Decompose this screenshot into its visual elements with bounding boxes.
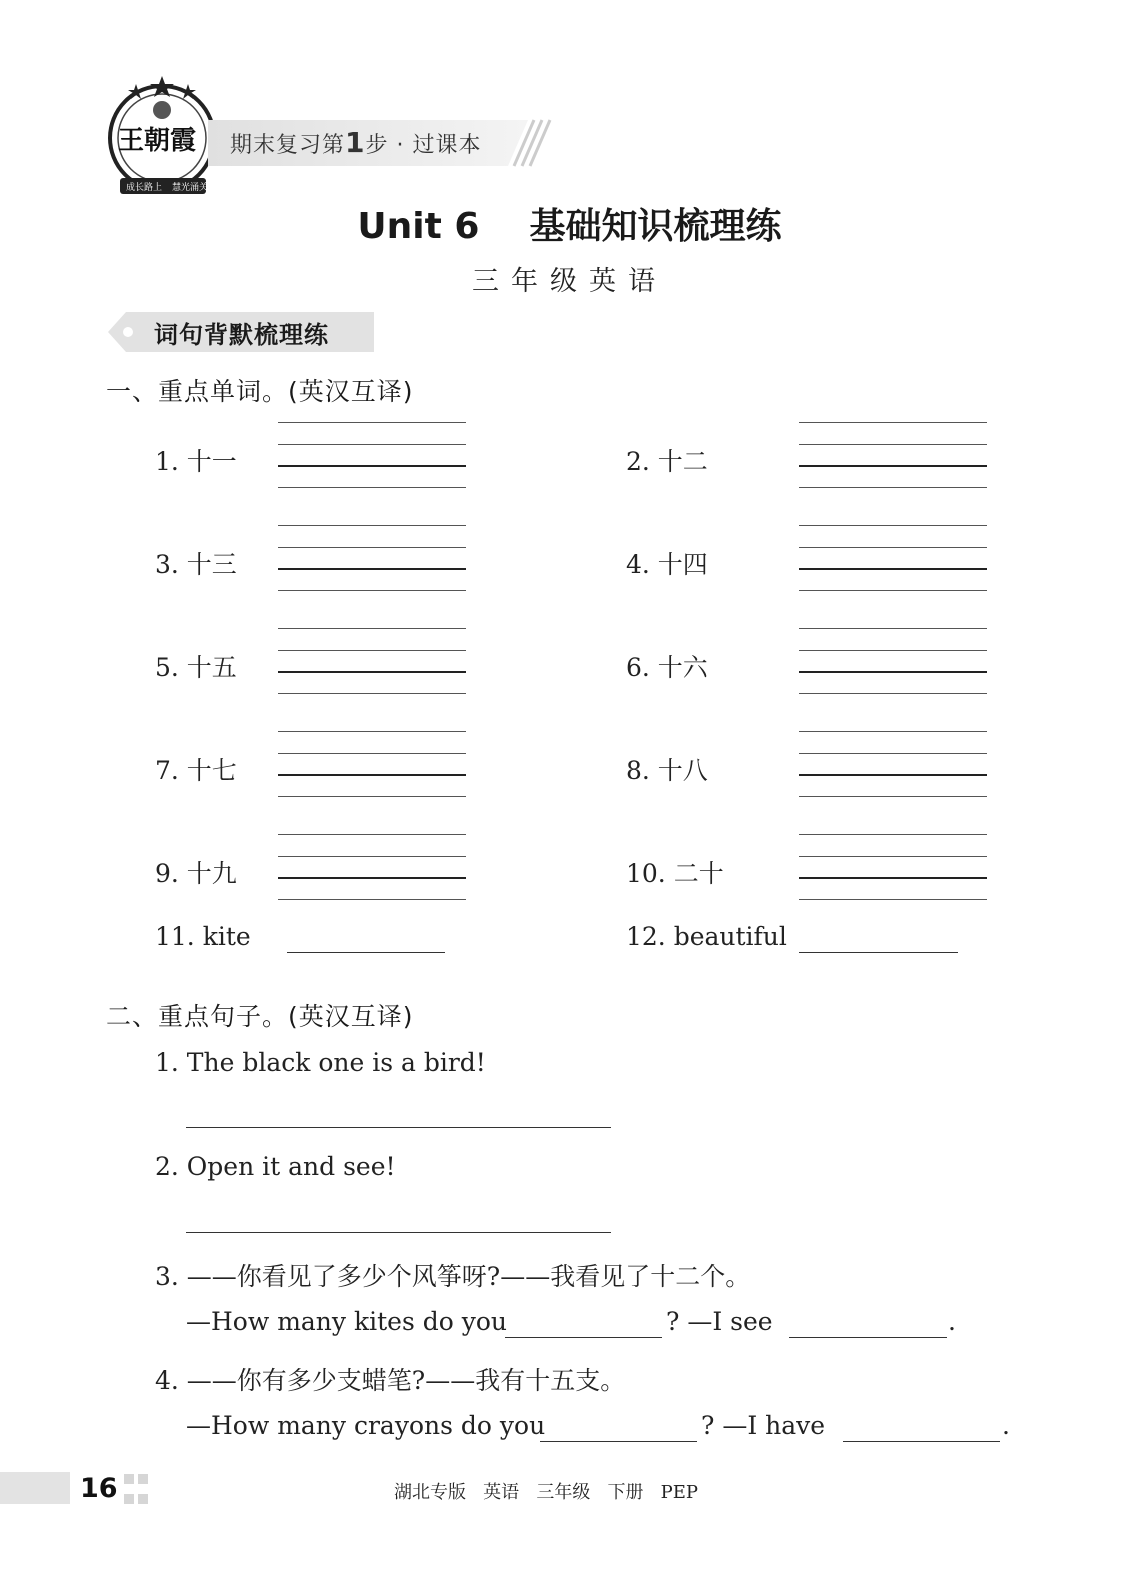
sentence-4-chinese: 4. ——你有多少支蜡笔?——我有十五支。 <box>155 1366 626 1395</box>
sentence-3-english-a: —How many kites do you <box>186 1307 508 1336</box>
answer-grid-10[interactable] <box>799 834 987 900</box>
footer-square <box>138 1474 148 1484</box>
word-item-8: 8. 十八 <box>626 756 708 785</box>
sentence-1: 1. The black one is a bird! <box>155 1048 486 1077</box>
word-item-7: 7. 十七 <box>155 756 237 785</box>
answer-grid-1[interactable] <box>278 422 466 488</box>
sentence-3-english-b: ? —I see <box>666 1307 773 1336</box>
sentence-2: 2. Open it and see! <box>155 1152 396 1181</box>
word-item-5: 5. 十五 <box>155 653 237 682</box>
answer-grid-9[interactable] <box>278 834 466 900</box>
sentence-4-english-a: —How many crayons do you <box>186 1411 546 1440</box>
answer-grid-5[interactable] <box>278 628 466 694</box>
sentence-3-blank-1[interactable] <box>505 1337 662 1338</box>
brand-name: 王朝霞 <box>118 126 197 156</box>
sentence-4-blank-2[interactable] <box>843 1441 1000 1442</box>
sentence-3-english-c: . <box>948 1307 956 1336</box>
word-item-4: 4. 十四 <box>626 550 708 579</box>
sentence-4-english-b: ? —I have <box>701 1411 826 1440</box>
answer-grid-4[interactable] <box>799 525 987 591</box>
page-number: 16 <box>80 1473 118 1504</box>
part2-heading: 二、重点句子。(英汉互译) <box>106 1002 414 1031</box>
footer-square <box>124 1474 134 1484</box>
sentence-3-chinese: 3. ——你看见了多少个风筝呀?——我看见了十二个。 <box>155 1262 751 1291</box>
word-item-2: 2. 十二 <box>626 447 708 476</box>
sentence-3-blank-2[interactable] <box>789 1337 947 1338</box>
sentence-1-answer[interactable] <box>186 1127 611 1128</box>
answer-grid-8[interactable] <box>799 731 987 797</box>
answer-grid-7[interactable] <box>278 731 466 797</box>
step-banner-text: 期末复习第1步 · 过课本 <box>230 126 482 159</box>
footer-square <box>124 1494 134 1504</box>
sentence-4-english-c: . <box>1002 1411 1010 1440</box>
sentence-2-answer[interactable] <box>186 1232 611 1233</box>
brand-slogan-right: 慧光涌关 <box>172 183 209 193</box>
answer-grid-6[interactable] <box>799 628 987 694</box>
answer-blank-12[interactable] <box>799 952 958 953</box>
page-title: Unit 6 基础知识梳理练 <box>357 206 782 247</box>
footer-info: 湖北专版 英语 三年级 下册 PEP <box>394 1482 699 1503</box>
word-item-9: 9. 十九 <box>155 859 237 888</box>
section-tag: 词句背默梳理练 <box>154 321 329 349</box>
part1-heading: 一、重点单词。(英汉互译) <box>106 377 414 406</box>
footer-square <box>138 1494 148 1504</box>
page-subtitle: 三年级英语 <box>472 266 667 297</box>
answer-grid-3[interactable] <box>278 525 466 591</box>
word-item-12: 12. beautiful <box>626 922 787 951</box>
word-item-6: 6. 十六 <box>626 653 708 682</box>
footer-bar <box>0 1472 70 1504</box>
answer-blank-11[interactable] <box>287 952 445 953</box>
word-item-3: 3. 十三 <box>155 550 237 579</box>
sentence-4-blank-1[interactable] <box>540 1441 697 1442</box>
word-item-10: 10. 二十 <box>626 859 724 888</box>
word-item-11: 11. kite <box>155 922 251 951</box>
word-item-1: 1. 十一 <box>155 447 237 476</box>
brand-slogan-left: 成长路上 <box>126 183 163 193</box>
answer-grid-2[interactable] <box>799 422 987 488</box>
